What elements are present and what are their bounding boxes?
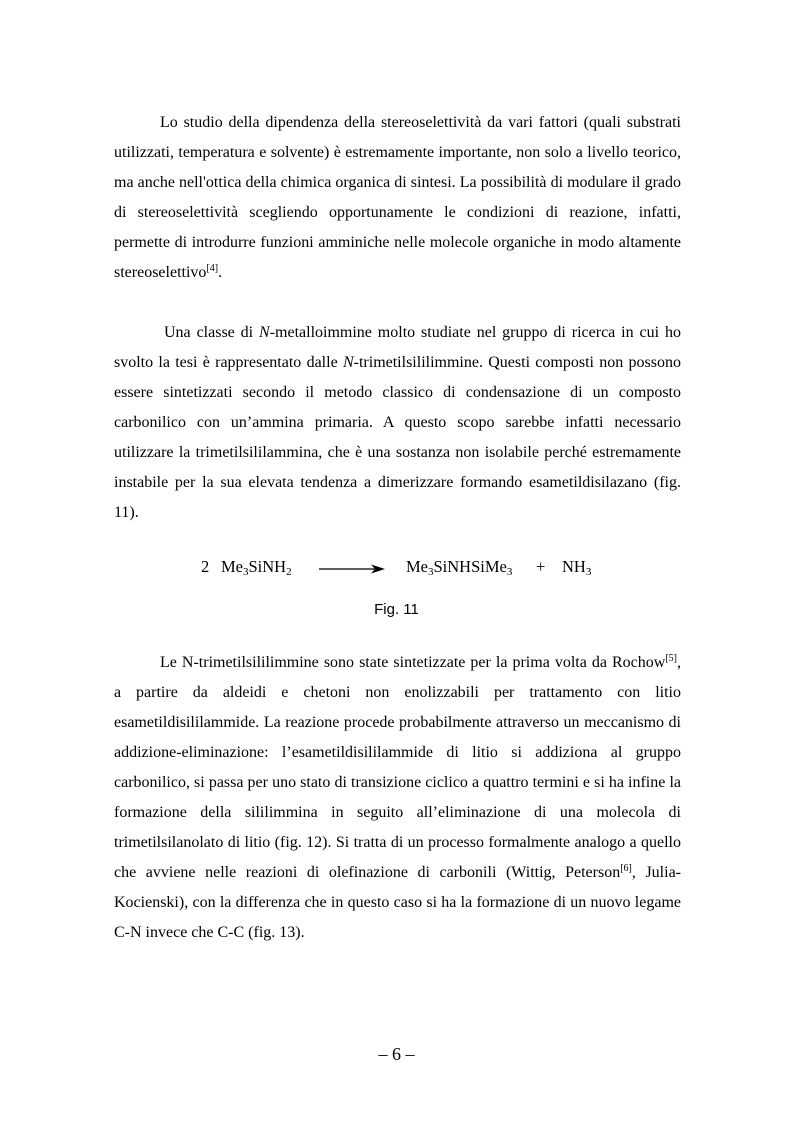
citation-6: [6] [620,863,632,874]
equation-reactant: $Me_3SiNH_2$ [221,557,292,578]
citation-5: [5] [665,653,677,664]
paragraph-1-text: Lo studio della dipendenza della stereoselettività da vari fattori (quali substrati utilizzati, temperatura e solvente) è estremamente importante, non solo a livello teorico, ma anche nell'ottica della chimica organica di sintesi. La possibilità di modulare il grado di stereoselettività scegliendo opportunamente le condizioni di reazione, infatti, permette di introdurre funzioni amminiche nelle molecole organiche in modo altamente stereoselettivo [114,114,681,281]
paragraph-2-text-b: -metalloimmine molto studiate nel gruppo di ricerca in cui ho svolto la tesi è rappresentato dalle [114,324,681,371]
equation-plus: + [536,557,546,576]
citation-4: [4] [206,263,219,274]
paragraph-3-text-b: , a partire da aldeidi e chetoni non enolizzabili per trattamento con litio esametildisililammide. La reazione procede probabilmente attraverso un meccanismo di addizione-eliminazione: l’esametildisililammide di litio si addiziona al gruppo carbonilico, si passa per uno stato di transizione ciclico a quattro termini e si ha infine la formazione della sililimmina in seguito all’eliminazione di una molecola di trimetilsilanolato di litio (fig. 12). Si tratta di un processo formalmente analogo a quello che avviene nelle reazioni di olefinazione di carbonili (Wittig, Peterson [114,654,681,881]
paragraph-3-text-c: , Julia-Kocienski), con la differenza che in questo caso si ha la formazione di un nuovo legame C-N invece che C-C (fig. 13). [114,864,681,941]
figure-caption: Fig. 11 [374,601,419,618]
paragraph-2-italic-b: N [342,354,354,371]
paragraph-2-text-a: Una classe di [164,324,260,341]
paragraph-3-text-a: Le N-trimetilsililimmine sono state sintetizzate per la prima volta da Rochow [160,654,666,671]
equation-product-1: $Me_3SiNHSiMe_3$ [406,557,513,578]
paragraph-2-text-c: -trimetilsililimmine. Questi composti non possono essere sintetizzati secondo il metodo classico di condensazione di un composto carbonilico con un’ammina primaria. A questo scopo sarebbe infatti necessario utilizzare la trimetilsililammina, che è una sostanza non isolabile perché estremamente instabile per la sua elevata tendenza a dimerizzare formando esametildisilazano (fig. 11). [114,354,681,521]
paragraph-2-italic-a: N [259,324,270,341]
page-number: – 6 – [378,1044,415,1064]
reaction-arrow-icon [319,563,385,575]
paragraph-2 [114,318,681,528]
equation-coefficient: 2 [201,557,210,576]
equation-product-2: $NH_3$ [562,557,592,578]
paragraph-1-end: . [218,264,223,281]
paragraph-3 [114,648,681,948]
paragraph-1 [114,108,681,288]
